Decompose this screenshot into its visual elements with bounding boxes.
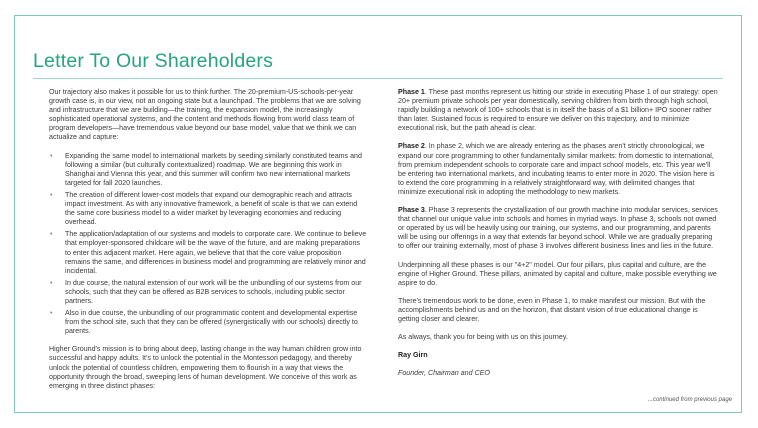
list-item: • In due course, the natural extension of our work will be the unbundling of our systems from our schools, such that they can be offered as B2B services to schools, including public sector partners.	[65, 279, 367, 306]
signer-name: Ray Girn	[398, 351, 428, 360]
phase3-paragraph	[398, 206, 718, 251]
phase1-label: Phase 1	[398, 88, 425, 96]
title-divider	[33, 78, 723, 79]
phase2-text: . In phase 2, which we are already entering as the phases aren't strictly chronological, we expand our core programming to other fundamentally similar markets: from domestic to international, from premium independent schools to corporate care and impact school models, etc. This year we'll be entering two international markets, and incubating teams to enter more in 2020. The vision here is to extend the core programming in a relatively straightforward way, with delimited changes that minimize executional risk in adopting the methodology to new markets.	[398, 142, 715, 196]
page-title: Letter To Our Shareholders	[33, 50, 274, 72]
intro-paragraph: Our trajectory also makes it possible for us to think further. The 20-premium-US-schools-per-year growth case is, in our view, not an ongoing state but a launchpad. The problems that we are solving and infrastructure that we are building—the training, the expansion model, the increasingly sophisticated operational systems, and the content and methods flowing from world class team of program developers—have tremendous value beyond our base model, value that we think we can actualize and capture:	[49, 88, 361, 142]
work-paragraph: There's tremendous work to be done, even in Phase 1, to make manifest our mission. But with the accomplishments behind us and on the horizon, that distant vision of true educational change is getting closer and clearer.	[398, 296, 706, 323]
phase2-paragraph	[398, 142, 718, 197]
list-item: • The creation of different lower-cost models that expand our demographic reach and attracts impact investment. As with any innovative framework, a benefit of scale is that we can extend the same core business model to a wider market by leveraging economies and reducing overhead.	[65, 191, 367, 227]
pillars-paragraph: Underpinning all these phases is our "4+2" model. Our four pillars, plus capital and culture, are the engine of Higher Ground. These pillars, animated by capital and culture, make possible everything we aspire to do.	[398, 260, 717, 287]
list-item: • The application/adaptation of our systems and models to corporate care. We continue to believe that employer-sponsored childcare will be the wave of the future, and are making preparations to enter this adjacent market. Here again, we believe that that the core value proposition remains the same, and differences in business model and programming are relatively minor and incidental.	[65, 230, 367, 275]
phase2-label: Phase 2	[398, 142, 425, 151]
continued-note: ...continued from previous page	[647, 397, 732, 403]
phase3-text: . Phase 3 represents the crystallization of our growth machine into modular services, services that channel our unique value into schools and homes in myriad ways. In phase 3, schools not owned or operated by us will be heavily using our training, our systems, and our programming, and parents will be using our offerings in a way that extends far beyond school. While we are gradually preparing to offer our training externally, most of phase 3 involves different business lines and lies in the future.	[398, 206, 718, 251]
initiatives-list	[49, 152, 367, 337]
list-item: • Expanding the same model to international markets by seeding similarly constituted teams and following a similar (but culturally contextualized) roadmap. We are beginning this work in Shanghai and Vienna this year, and this summer will confirm two new international markets targeted for fall 2020 launches.	[65, 152, 367, 188]
phase1-paragraph	[398, 88, 718, 133]
list-item: • Also in due course, the unbundling of our programmatic content and developmental expertise from the school site, such that they can be offered (synergistically with our schools) directly to parents.	[65, 309, 367, 336]
thanks-paragraph: As always, thank you for being with us on this journey.	[398, 333, 568, 342]
left-column	[49, 88, 367, 400]
right-column	[398, 88, 718, 387]
mission-paragraph: Higher Ground's mission is to bring about deep, lasting change in the way human children grow into successful and happy adults. It's to unlock the potential in the Montessori pedagogy, and thereby unlock the potential of countless children, empowering them to flourish in a way that views the opportunity through the broad, sweeping lens of human development. We conceive of this work as emerging in three distinct phases:	[49, 345, 362, 390]
phase1-text: . These past months represent us hitting our stride in executing Phase 1 of our strategy: open 20+ premium private schools per year domestically, serving children from birth through high school, rapidly building a network of 100+ schools that is in itself the basis of a $1 billion+ IPO sooner rather than later. Sustained focus is required to ensure we deliver on this trajectory, and to minimize executional risk, but the path ahead is clear.	[398, 88, 718, 133]
signer-title: Founder, Chairman and CEO	[398, 369, 490, 378]
phase3-label: Phase 3	[398, 206, 425, 215]
